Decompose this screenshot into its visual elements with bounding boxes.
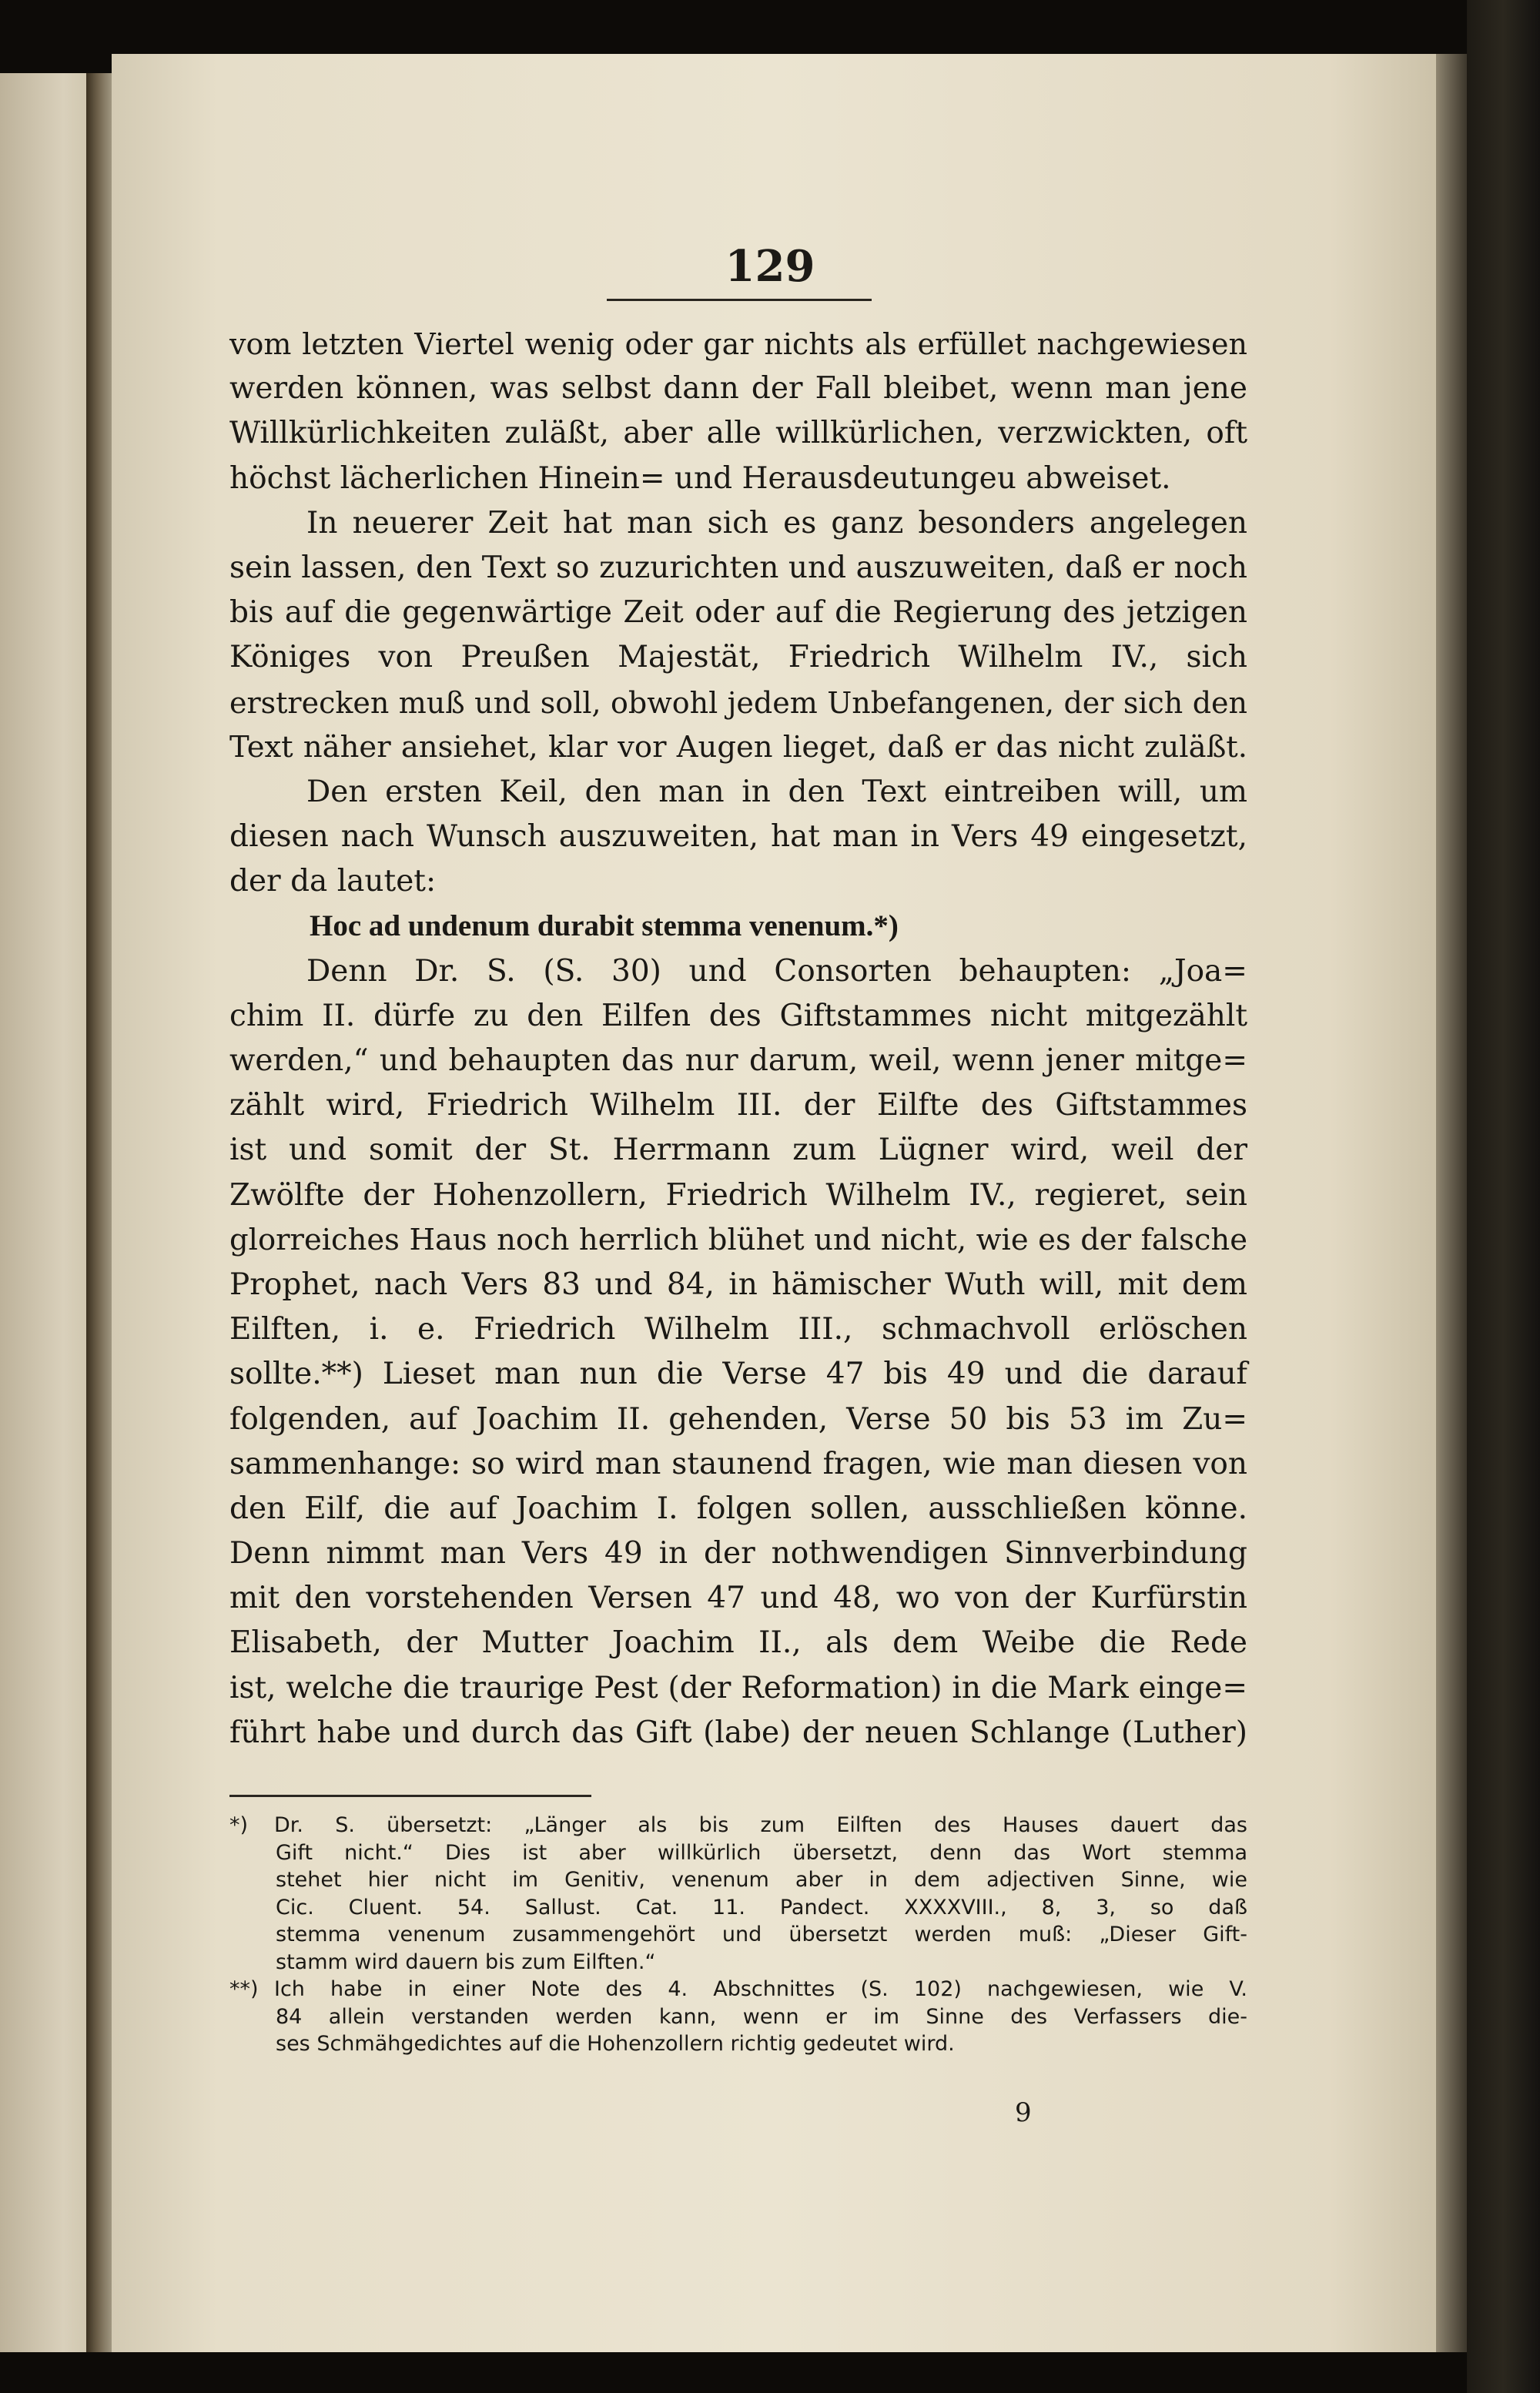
text-line: Königes von Preußen Majestät, Friedrich Wilhelm IV., sich <box>229 640 1247 675</box>
text-line: Willkürlichkeiten zuläßt, aber alle willkürlichen, verzwickten, oft <box>229 416 1247 451</box>
text-line: bis auf die gegenwärtige Zeit oder auf die Regierung des jetzigen <box>229 595 1247 631</box>
text-line: Denn Dr. S. (S. 30) und Consorten behaupten: „Joa= <box>306 953 1247 989</box>
text-line: Zwölfte der Hohenzollern, Friedrich Wilhelm IV., regieret, sein <box>229 1177 1247 1213</box>
body-text <box>229 322 1247 1755</box>
page-number: 129 <box>725 241 815 292</box>
footnote-line: 84 allein verstanden werden kann, wenn er im Sinne des Verfassers die- <box>276 2004 1247 2029</box>
text-line: Elisabeth, der Mutter Joachim II., als dem Weibe die Rede <box>229 1625 1247 1661</box>
text-line: Eilften, i. e. Friedrich Wilhelm III., schmachvoll erlöschen <box>229 1312 1247 1347</box>
footnote-2 <box>229 1976 1247 2058</box>
book-gutter <box>86 73 114 2352</box>
footnote-line: Cic. Cluent. 54. Sallust. Cat. 11. Pandect. XXXXVIII., 8, 3, so daß <box>276 1895 1247 1919</box>
page-edge-shadow <box>1436 54 1467 2352</box>
text-line: führt habe und durch das Gift (labe) der neuen Schlange (Luther) <box>229 1715 1247 1750</box>
facing-page-edge <box>0 73 91 2352</box>
footnote-rule <box>229 1795 591 1797</box>
footnotes <box>229 1812 1247 2058</box>
text-line: Den ersten Keil, den man in den Text eintreiben will, um <box>306 774 1247 809</box>
text-line: erstrecken muß und soll, obwohl jedem Unbefangenen, der sich den <box>229 685 1247 720</box>
text-line: In neuerer Zeit hat man sich es ganz besonders angelegen <box>306 505 1247 541</box>
footnote-line: ses Schmähgedichtes auf die Hohenzollern richtig gedeutet wird. <box>276 2032 955 2056</box>
text-line: mit den vorstehenden Versen 47 und 48, wo von der Kurfürstin <box>229 1581 1247 1616</box>
text-line: höchst lächerlichen Hinein= und Herausdeutungeu abweiset. <box>229 460 1171 496</box>
text-line: vom letzten Viertel wenig oder gar nichts als erfüllet nachgewiesen <box>229 327 1247 361</box>
text-line: diesen nach Wunsch auszuweiten, hat man in Vers 49 eingesetzt, <box>229 819 1247 855</box>
footnote-mark: *) <box>229 1813 249 1837</box>
footnote-line: Ich habe in einer Note des 4. Abschnittes (S. 102) nachgewiesen, wie V. <box>274 1977 1247 2001</box>
text-line: Text näher ansiehet, klar vor Augen lieget, daß er das nicht zuläßt. <box>229 729 1247 765</box>
header-rule <box>607 299 872 301</box>
text-line: Prophet, nach Vers 83 und 84, in hämischer Wuth will, mit dem <box>229 1267 1247 1302</box>
latin-quote: Hoc ad undenum durabit stemma venenum.*) <box>310 909 899 943</box>
text-line: glorreiches Haus noch herrlich blühet und nicht, wie es der falsche <box>229 1222 1247 1257</box>
footnote-line: Gift nicht.“ Dies ist aber willkürlich übersetzt, denn das Wort stemma <box>276 1840 1247 1865</box>
footnote-line: stemma venenum zusammengehört und übersetzt werden muß: „Dieser Gift- <box>276 1923 1247 1946</box>
text-line: werden können, was selbst dann der Fall bleibet, wenn man jene <box>229 371 1247 407</box>
text-line: sein lassen, den Text so zuzurichten und auszuweiten, daß er noch <box>229 550 1247 585</box>
text-line: folgenden, auf Joachim II. gehenden, Verse 50 bis 53 im Zu= <box>229 1401 1247 1437</box>
footnote-line: Dr. S. übersetzt: „Länger als bis zum Eilften des Hauses dauert das <box>274 1813 1247 1837</box>
footnote-mark: **) <box>229 1977 259 2001</box>
text-line: ist und somit der St. Herrmann zum Lügner wird, weil der <box>229 1133 1247 1168</box>
text-line: der da lautet: <box>229 864 437 899</box>
text-line: sammenhange: so wird man staunend fragen, wie man diesen von <box>229 1446 1247 1481</box>
text-line: den Eilf, die auf Joachim I. folgen sollen, ausschließen könne. <box>229 1491 1247 1526</box>
text-line: werden,“ und behaupten das nur darum, weil, wenn jener mitge= <box>229 1043 1247 1078</box>
text-line: ist, welche die traurige Pest (der Reformation) in die Mark einge= <box>229 1670 1247 1705</box>
text-line: zählt wird, Friedrich Wilhelm III. der Eilfte des Giftstammes <box>229 1088 1247 1123</box>
text-line: chim II. dürfe zu den Eilfen des Giftstammes nicht mitgezählt <box>229 998 1247 1033</box>
footnote-1 <box>229 1812 1247 1976</box>
book-binding <box>1467 0 1540 2393</box>
footnote-line: stamm wird dauern bis zum Eilften.“ <box>276 1950 656 1974</box>
footnote-line: stehet hier nicht im Genitiv, venenum aber in dem adjectiven Sinne, wie <box>276 1868 1247 1892</box>
text-line: Denn nimmt man Vers 49 in der nothwendigen Sinnverbindung <box>229 1536 1247 1571</box>
text-line: sollte.**) Lieset man nun die Verse 47 bis 49 und die darauf <box>229 1357 1247 1392</box>
signature-mark: 9 <box>1015 2097 1032 2128</box>
